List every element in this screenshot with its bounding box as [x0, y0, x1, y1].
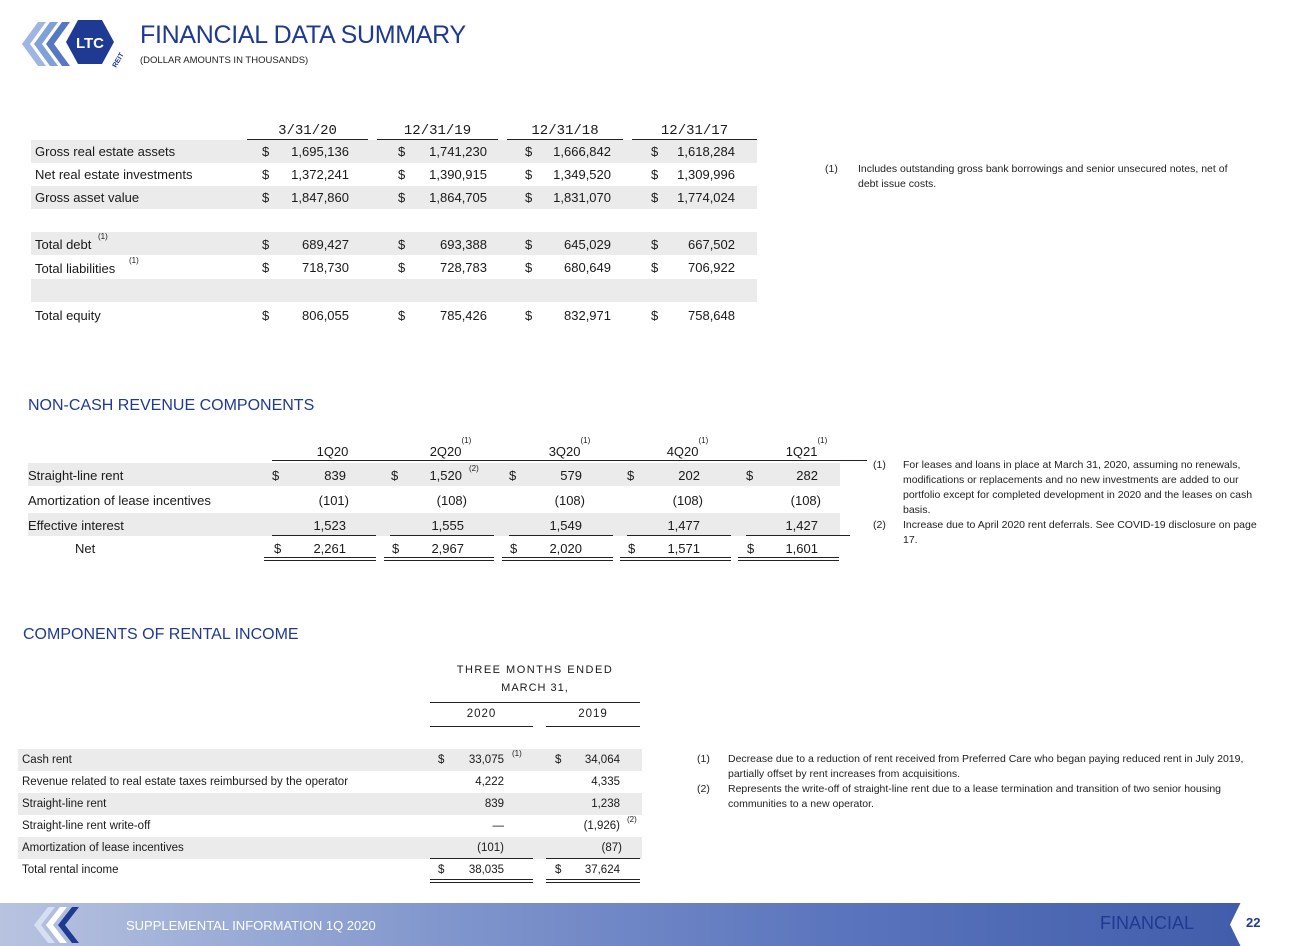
spacer-row	[31, 209, 757, 232]
footnote-text: Increase due to April 2020 rent deferrals. See COVID-19 disclosure on page 17.	[903, 519, 1257, 546]
cell-value: (101)	[477, 842, 504, 854]
dollar-sign: $	[262, 167, 270, 182]
cell-value: 579	[560, 468, 582, 483]
cell-value: 1,847,860	[291, 190, 349, 205]
dollar-sign: $	[525, 144, 533, 159]
row-label: Total rental income	[22, 864, 119, 876]
row-label: Amortization of lease incentives	[22, 842, 184, 854]
table-row	[18, 859, 642, 883]
dollar-sign: $	[651, 237, 659, 252]
cell-value: 1,477	[667, 518, 700, 533]
footnote-marker: (2)	[627, 815, 637, 824]
cell-value: (108)	[554, 493, 585, 508]
cell-value: 34,064	[584, 754, 620, 766]
cell-value: 785,426	[440, 308, 487, 323]
cell-value: 689,427	[302, 237, 349, 252]
subtotal-rule	[746, 535, 850, 536]
dollar-sign: $	[651, 167, 659, 182]
footer-left-text: SUPPLEMENTAL INFORMATION 1Q 2020	[126, 918, 376, 933]
table-row	[28, 513, 840, 536]
cell-value: 706,922	[688, 260, 735, 275]
dollar-sign: $	[509, 468, 517, 483]
page-subtitle: (DOLLAR AMOUNTS IN THOUSANDS)	[140, 55, 309, 66]
footnote-marker: (1)	[817, 436, 828, 445]
row-label: Straight-line rent	[28, 468, 124, 483]
table-row	[31, 186, 757, 209]
noncash-table	[28, 438, 840, 568]
summary-col-header: 3/31/20	[247, 113, 368, 139]
table-row	[28, 537, 840, 561]
dollar-sign: $	[628, 541, 636, 556]
table-row	[28, 463, 840, 486]
total-double-rule	[546, 879, 640, 883]
page-number-box	[1230, 903, 1300, 946]
cell-value: 1,523	[313, 518, 346, 533]
subtotal-rule	[390, 535, 494, 536]
cell-value: 693,388	[440, 237, 487, 252]
page-title: FINANCIAL DATA SUMMARY	[140, 21, 466, 49]
cell-value: 2,967	[431, 541, 464, 556]
cell-value: 728,783	[440, 260, 487, 275]
col-header-label: 1Q20	[316, 444, 349, 459]
cell-value: 1,390,915	[429, 167, 487, 182]
col-header: 2020	[430, 708, 533, 727]
footnote-marker: (1)	[129, 256, 139, 265]
noncash-footnotes	[873, 458, 1263, 553]
table-row	[31, 255, 757, 278]
cell-value: (108)	[672, 493, 703, 508]
dollar-sign: $	[525, 308, 533, 323]
subtotal-rule	[272, 535, 376, 536]
row-label: Net	[75, 541, 96, 556]
cell-value: 839	[324, 468, 346, 483]
cell-value: 1,372,241	[291, 167, 349, 182]
cell-value: —	[492, 820, 504, 832]
cell-value: 1,695,136	[291, 144, 349, 159]
dollar-sign: $	[651, 190, 659, 205]
dollar-sign: $	[274, 541, 282, 556]
table-row	[28, 488, 840, 511]
dollar-sign: $	[555, 754, 562, 766]
rental-table	[18, 660, 642, 885]
footnote-number: (1)	[825, 163, 838, 175]
cell-value: (108)	[436, 493, 467, 508]
total-double-rule	[430, 879, 533, 883]
col-header	[272, 438, 393, 461]
cell-value: 1,238	[591, 798, 620, 810]
total-double-rule	[264, 557, 376, 561]
row-label: Straight-line rent write-off	[22, 820, 151, 832]
dollar-sign: $	[746, 468, 754, 483]
cell-value: 1,555	[431, 518, 464, 533]
table-row	[31, 140, 757, 163]
row-label: Revenue related to real estate taxes reimbursed by the operator	[22, 776, 349, 788]
footnote-text: For leases and loans in place at March 31, 2020, assuming no renewals, modifications or replacements and no new investments are added to our portfolio except for completed development in 2020 and the leases on cash basis.	[903, 459, 1253, 516]
dollar-sign: $	[438, 864, 445, 876]
cell-value: 2,261	[313, 541, 346, 556]
dollar-sign: $	[262, 144, 270, 159]
cell-value: 645,029	[564, 237, 611, 252]
total-double-rule	[620, 557, 731, 561]
dollar-sign: $	[272, 468, 280, 483]
subtotal-rule	[627, 535, 731, 536]
cell-value: 667,502	[688, 237, 735, 252]
period-header: THREE MONTHS ENDED	[456, 664, 614, 676]
cell-value: 1,427	[785, 518, 818, 533]
summary-col-header: 12/31/18	[507, 113, 623, 139]
dollar-sign: $	[392, 541, 400, 556]
summary-footnotes	[825, 162, 1235, 196]
col-header	[509, 438, 630, 461]
cell-value: 758,648	[688, 308, 735, 323]
dollar-sign: $	[398, 260, 406, 275]
summary-col-header: 12/31/19	[377, 113, 498, 139]
col-header	[627, 438, 748, 461]
row-label: Total equity	[35, 308, 101, 323]
col-header	[390, 438, 511, 461]
logo-text: LTC	[75, 35, 105, 52]
dollar-sign: $	[510, 541, 518, 556]
dollar-sign: $	[398, 167, 406, 182]
table-row	[31, 232, 757, 255]
summary-table	[31, 113, 757, 140]
dollar-sign: $	[525, 190, 533, 205]
cell-value: (87)	[601, 842, 622, 854]
cell-value: 2,020	[549, 541, 582, 556]
footnote-number: (1)	[873, 459, 886, 471]
cell-value: 1,309,996	[677, 167, 735, 182]
dollar-sign: $	[398, 237, 406, 252]
row-label: Gross real estate assets	[35, 144, 176, 159]
dollar-sign: $	[651, 260, 659, 275]
row-label: Amortization of lease incentives	[28, 493, 211, 508]
section-title-noncash: NON-CASH REVENUE COMPONENTS	[28, 397, 315, 414]
dollar-sign: $	[262, 237, 270, 252]
cell-value: 202	[678, 468, 700, 483]
col-header	[746, 438, 867, 461]
cell-value: 832,971	[564, 308, 611, 323]
cell-value: 1,571	[667, 541, 700, 556]
row-label: Gross asset value	[35, 190, 140, 205]
section-title-rental: COMPONENTS OF RENTAL INCOME	[23, 626, 299, 643]
cell-value: 680,649	[564, 260, 611, 275]
table-row	[18, 749, 642, 771]
cell-value: 282	[796, 468, 818, 483]
cell-value: 1,864,705	[429, 190, 487, 205]
col-header-label: 1Q21	[785, 444, 818, 460]
cell-value: 1,520	[429, 468, 462, 483]
col-header-label: 3Q20	[548, 444, 581, 460]
total-double-rule	[502, 557, 613, 561]
total-double-rule	[738, 557, 839, 561]
cell-value: 1,618,284	[677, 144, 735, 159]
table-row	[18, 793, 642, 815]
cell-value: 1,741,230	[429, 144, 487, 159]
table-row	[31, 163, 757, 186]
footnote-text: Decrease due to a reduction of rent received from Preferred Care who began paying reduced rent in July 2019, partially offset by rent increases from acquisitions.	[728, 753, 1244, 780]
cell-value: 1,349,520	[553, 167, 611, 182]
dollar-sign: $	[651, 308, 659, 323]
footer-logo-chevrons	[30, 905, 100, 945]
row-label: Total debt	[35, 237, 92, 252]
dollar-sign: $	[651, 144, 659, 159]
dollar-sign: $	[391, 468, 399, 483]
dollar-sign: $	[398, 144, 406, 159]
page-number: 22	[1246, 915, 1261, 930]
cell-value: (1,926)	[583, 820, 620, 832]
dollar-sign: $	[525, 260, 533, 275]
table-row	[18, 771, 642, 793]
row-label: Straight-line rent	[22, 798, 107, 810]
row-label: Cash rent	[22, 754, 72, 766]
dollar-sign: $	[398, 308, 406, 323]
dollar-sign: $	[555, 864, 562, 876]
cell-value: 1,774,024	[677, 190, 735, 205]
rental-footnotes	[697, 752, 1257, 814]
dollar-sign: $	[262, 308, 270, 323]
cell-value: 1,831,070	[553, 190, 611, 205]
summary-col-header: 12/31/17	[632, 113, 757, 139]
table-row	[18, 837, 642, 859]
dollar-sign: $	[398, 190, 406, 205]
spacer-row	[31, 279, 757, 302]
dollar-sign: $	[262, 260, 270, 275]
footnote-marker: (1)	[580, 436, 591, 445]
footnote-text: Represents the write-off of straight-line rent due to a lease termination and transition of two senior housing communities to a new operator.	[728, 783, 1221, 810]
footnote-text: Includes outstanding gross bank borrowings and senior unsecured notes, net of debt issue costs.	[858, 163, 1228, 190]
period-subheader: MARCH 31,	[430, 682, 640, 703]
cell-value: 4,335	[591, 776, 620, 788]
dollar-sign: $	[262, 190, 270, 205]
cell-value: (108)	[790, 493, 821, 508]
footnote-marker: (1)	[698, 436, 709, 445]
footnote-marker: (2)	[469, 464, 479, 473]
cell-value: 38,035	[468, 864, 504, 876]
cell-value: 1,549	[549, 518, 582, 533]
footnote-marker: (1)	[512, 749, 522, 758]
total-double-rule	[384, 557, 494, 561]
table-row	[18, 815, 642, 837]
col-header-label: 2Q20	[429, 444, 462, 460]
footnote-number: (2)	[697, 783, 710, 795]
col-header: 2019	[546, 708, 640, 727]
cell-value: 37,624	[584, 864, 620, 876]
footnote-marker: (1)	[98, 232, 108, 241]
cell-value: 1,601	[785, 541, 818, 556]
ltc-logo	[18, 16, 126, 72]
logo-subtext: REIT	[111, 51, 126, 69]
row-label: Total liabilities	[35, 261, 116, 276]
row-label: Net real estate investments	[35, 167, 193, 182]
cell-value: 33,075	[468, 754, 504, 766]
subtotal-rule	[509, 535, 613, 536]
footnote-number: (1)	[697, 753, 710, 765]
row-label: Effective interest	[28, 518, 124, 533]
cell-value: (101)	[318, 493, 349, 508]
col-header-label: 4Q20	[666, 444, 699, 460]
footer-section-label: FINANCIAL	[1100, 913, 1195, 933]
cell-value: 718,730	[302, 260, 349, 275]
dollar-sign: $	[747, 541, 755, 556]
footnote-marker: (1)	[461, 436, 472, 445]
footnote-number: (2)	[873, 519, 886, 531]
dollar-sign: $	[438, 754, 445, 766]
table-row	[31, 302, 757, 325]
dollar-sign: $	[525, 237, 533, 252]
dollar-sign: $	[525, 167, 533, 182]
dollar-sign: $	[627, 468, 635, 483]
cell-value: 806,055	[302, 308, 349, 323]
cell-value: 4,222	[475, 776, 504, 788]
cell-value: 839	[484, 798, 504, 810]
cell-value: 1,666,842	[553, 144, 611, 159]
